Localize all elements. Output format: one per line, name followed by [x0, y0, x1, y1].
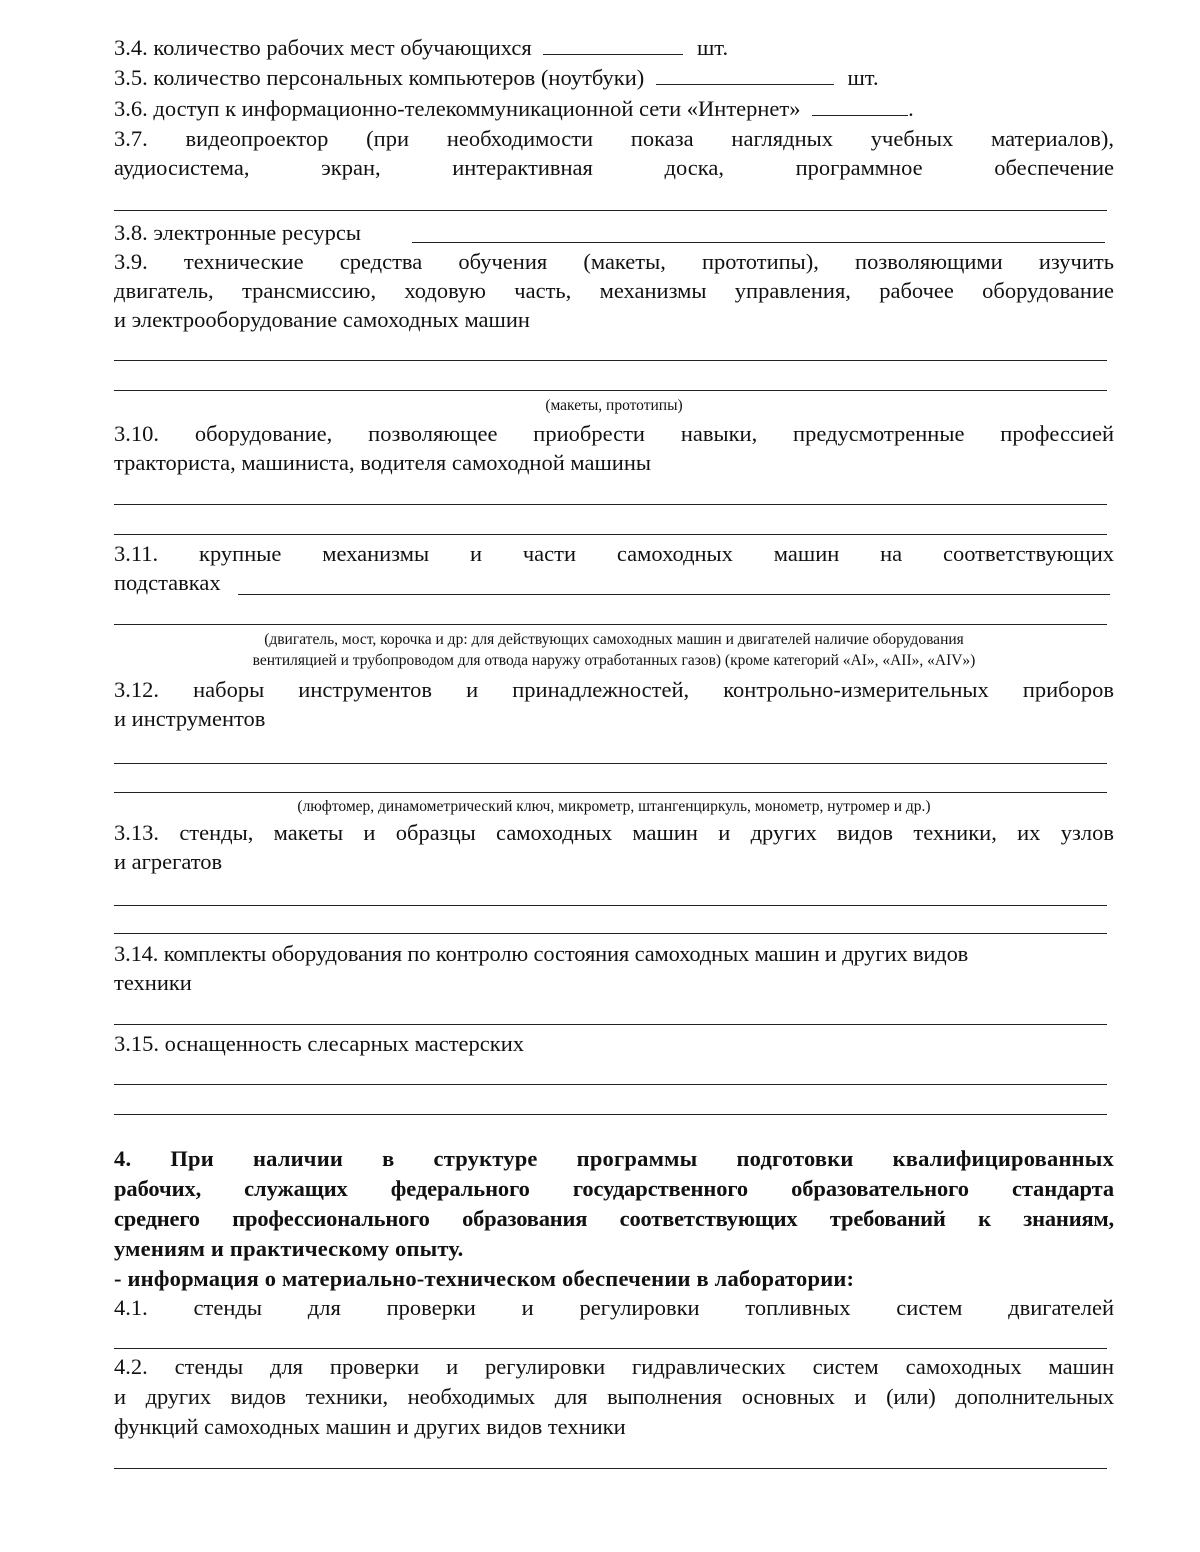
item-3-9-fill-line-2[interactable]: [114, 390, 1107, 391]
item-3-9-fill-line-1[interactable]: [114, 360, 1107, 361]
item-3-5-text: 3.5. количество персональных компьютеров (ноутбуки): [114, 65, 645, 90]
item-3-7-line-2: аудиосистема, экран, интерактивная доска, программное обеспечение: [114, 155, 1114, 180]
section-4-heading-line-4: умениям и практическому опыту.: [114, 1236, 464, 1261]
item-3-4: [114, 34, 1114, 62]
item-3-11-fill-line-1[interactable]: [238, 594, 1110, 595]
item-3-7-line-1: 3.7. видеопроектор (при необходимости показа наглядных учебных материалов),: [114, 126, 1114, 151]
item-3-6-blank[interactable]: [812, 95, 908, 116]
item-4-1-fill-line[interactable]: [114, 1348, 1107, 1349]
item-3-6-unit: .: [908, 96, 914, 121]
item-3-15-fill-line-2[interactable]: [114, 1114, 1107, 1115]
item-3-5-blank[interactable]: [656, 64, 834, 85]
item-3-10-fill-line-2[interactable]: [114, 534, 1107, 535]
section-4-heading-line-2: рабочих, служащих федерального государственного образовательного стандарта: [114, 1176, 1114, 1201]
item-3-11-caption-line-1: (двигатель, мост, корочка и др: для действующих самоходных машин и двигателей наличие оборудования: [264, 631, 964, 648]
item-3-11-line-2: подставках: [114, 570, 221, 595]
section-4-heading-line-1: 4. При наличии в структуре программы подготовки квалифицированных: [114, 1146, 1114, 1171]
item-3-6: [114, 95, 1114, 123]
item-4-1: 4.1. стенды для проверки и регулировки топливных систем двигателей: [114, 1295, 1114, 1320]
item-3-12-line-1: 3.12. наборы инструментов и принадлежностей, контрольно-измерительных приборов: [114, 677, 1114, 702]
item-3-11-line-1: 3.11. крупные механизмы и части самоходных машин на соответствующих: [114, 541, 1114, 566]
item-3-4-text: 3.4. количество рабочих мест обучающихся: [114, 35, 532, 60]
item-3-6-text: 3.6. доступ к информационно-телекоммуникационной сети «Интернет»: [114, 96, 801, 121]
item-4-2-fill-line[interactable]: [114, 1468, 1107, 1469]
section-4-heading-line-3: среднего профессионального образования соответствующих требований к знаниям,: [114, 1206, 1114, 1231]
item-3-12-fill-line-1[interactable]: [114, 763, 1107, 764]
item-3-11-caption-line-2: вентиляцией и трубопроводом для отвода наружу отработанных газов) (кроме категорий «AI», «AII», «AIV»): [252, 652, 976, 669]
item-4-2-line-3: функций самоходных машин и других видов техники: [114, 1414, 626, 1439]
item-3-9-line-2: двигатель, трансмиссию, ходовую часть, механизмы управления, рабочее оборудование: [114, 278, 1114, 303]
item-4-2-line-1: 4.2. стенды для проверки и регулировки гидравлических систем самоходных машин: [114, 1354, 1114, 1379]
item-3-12-fill-line-2[interactable]: [114, 792, 1107, 793]
item-3-12-caption: (люфтомер, динамометрический ключ, микрометр, штангенциркуль, монометр, нутромер и др.): [297, 798, 931, 815]
item-3-15: 3.15. оснащенность слесарных мастерских: [114, 1031, 524, 1056]
section-4-info-line: - информация о материально-техническом обеспечении в лаборатории:: [114, 1266, 855, 1291]
item-3-14-line-1: 3.14. комплекты оборудования по контролю состояния самоходных машин и других видов: [114, 941, 969, 966]
item-3-14-line-2: техники: [114, 970, 192, 995]
item-3-15-fill-line-1[interactable]: [114, 1084, 1107, 1085]
item-3-13-fill-line-1[interactable]: [114, 905, 1107, 906]
item-3-10-fill-line-1[interactable]: [114, 504, 1107, 505]
item-3-13-line-1: 3.13. стенды, макеты и образцы самоходных машин и других видов техники, их узлов: [114, 820, 1114, 845]
item-3-13-fill-line-2[interactable]: [114, 933, 1107, 934]
item-3-11-fill-line-2[interactable]: [114, 624, 1107, 625]
item-3-7-fill-line[interactable]: [114, 210, 1107, 211]
item-3-13-line-2: и агрегатов: [114, 849, 223, 874]
item-3-8-text: 3.8. электронные ресурсы: [114, 220, 361, 245]
item-3-9-caption: (макеты, прототипы): [545, 397, 683, 414]
item-3-14-fill-line[interactable]: [114, 1024, 1107, 1025]
item-3-9-line-1: 3.9. технические средства обучения (макеты, прототипы), позволяющими изучить: [114, 249, 1114, 274]
item-3-5: [114, 64, 1114, 92]
item-3-4-blank[interactable]: [543, 34, 683, 55]
item-3-10-line-1: 3.10. оборудование, позволяющее приобрести навыки, предусмотренные профессией: [114, 421, 1114, 446]
item-3-4-unit: шт.: [696, 35, 729, 60]
item-3-9-line-3: и электрооборудование самоходных машин: [114, 307, 530, 332]
item-3-10-line-2: тракториста, машиниста, водителя самоходной машины: [114, 450, 651, 475]
item-3-8-fill-line[interactable]: [412, 242, 1105, 243]
item-4-2-line-2: и других видов техники, необходимых для выполнения основных и (или) дополнительных: [114, 1384, 1114, 1409]
item-3-12-line-2: и инструментов: [114, 706, 266, 731]
item-3-5-unit: шт.: [847, 65, 879, 90]
